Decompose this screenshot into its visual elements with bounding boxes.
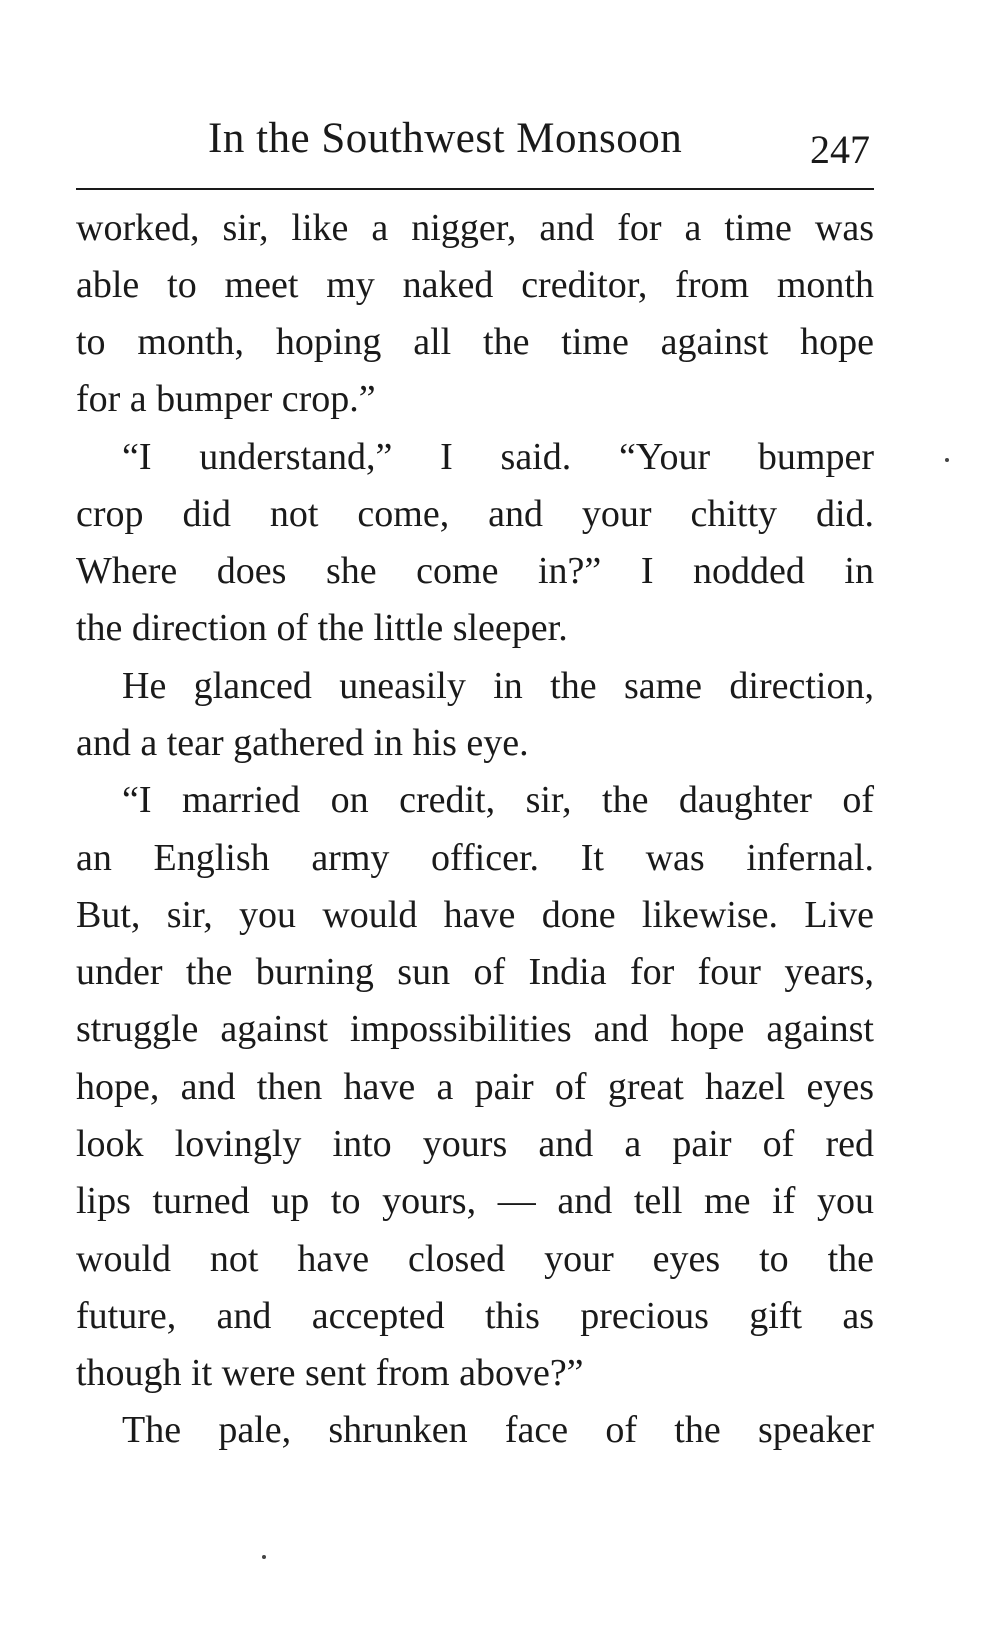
text-line: The pale, shrunken face of the speaker	[122, 1409, 874, 1451]
text-line: able to meet my naked creditor, from month	[76, 264, 874, 306]
text-line: would not have closed your eyes to the	[76, 1238, 874, 1280]
text-line: future, and accepted this precious gift as	[76, 1295, 874, 1337]
text-line: look lovingly into yours and a pair of red	[76, 1123, 874, 1165]
text-line: crop did not come, and your chitty did.	[76, 493, 874, 535]
running-title: In the Southwest Monsoon	[208, 115, 683, 162]
header-rule	[76, 188, 874, 190]
page-number: 247	[810, 127, 870, 172]
print-speck	[262, 1555, 266, 1559]
text-line: “I married on credit, sir, the daughter of	[122, 779, 874, 821]
text-line: “I understand,” I said. “Your bumper	[122, 436, 874, 478]
text-line: for a bumper crop.”	[76, 378, 376, 420]
text-line: hope, and then have a pair of great hazel eyes	[76, 1066, 874, 1108]
text-line: though it were sent from above?”	[76, 1352, 584, 1394]
text-line: Where does she come in?” I nodded in	[76, 550, 874, 592]
text-line: worked, sir, like a nigger, and for a time was	[76, 207, 874, 249]
text-line: an English army officer. It was infernal.	[76, 837, 874, 879]
text-line: to month, hoping all the time against hope	[76, 321, 874, 363]
text-line: lips turned up to yours, — and tell me if you	[76, 1180, 874, 1222]
text-line: He glanced uneasily in the same direction,	[122, 665, 874, 707]
print-speck	[945, 458, 949, 462]
text-line: struggle against impossibilities and hope against	[76, 1008, 874, 1050]
text-line: But, sir, you would have done likewise. Live	[76, 894, 874, 936]
text-line: under the burning sun of India for four years,	[76, 951, 874, 993]
text-line: the direction of the little sleeper.	[76, 607, 568, 649]
text-line: and a tear gathered in his eye.	[76, 722, 529, 764]
